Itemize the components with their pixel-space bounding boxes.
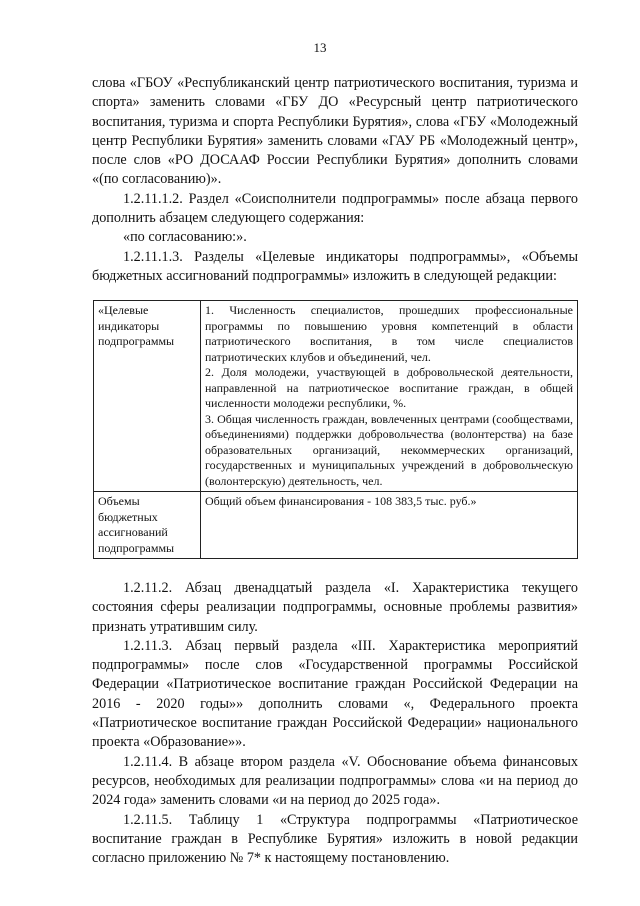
indicator-item: 3. Общая численность граждан, вовлеченных центрами (сообществами, объединениями) поддержки добровольчества (волонтерства) на базе образовательных организаций, некоммерческих организаций, государственных и муниципальных учреждений в добровольческую (волонтерскую) деятельность, чел. <box>205 411 573 488</box>
table-cell-value <box>201 301 578 492</box>
paragraph: 1.2.11.2. Абзац двенадцатый раздела «I. Характеристика текущего состояния сферы реализации подпрограммы, основные проблемы развития» признать утратившим силу. <box>92 580 578 635</box>
table-row <box>94 492 578 559</box>
table-cell-name: «Целевые индикаторы подпрограммы <box>94 301 201 492</box>
indicator-item: 2. Доля молодежи, участвующей в добровольческой деятельности, направленной на патриотическое воспитание граждан, в общей численности молодежи республики, %. <box>205 365 573 410</box>
table-cell-value: Общий объем финансирования - 108 383,5 тыс. руб.» <box>201 492 578 559</box>
indicator-item: 1. Численность специалистов, прошедших профессиональные программы по повышению уровня компетенций в области патриотического воспитания, в том числе специалистов патриотических клубов и объединений, чел. <box>205 303 573 364</box>
page-number: 13 <box>313 40 327 55</box>
subprogram-table <box>93 300 578 559</box>
paragraph: 1.2.11.3. Абзац первый раздела «III. Характеристика мероприятий подпрограммы» после слов «Государственной программы Российской Федерации «Патриотическое воспитание граждан Российской Федерации на 2016 - 2020 годы»» дополнить словами «, Федерального проекта «Патриотическое воспитание граждан Российской Федерации» национального проекта «Образование»». <box>92 637 578 751</box>
text-block-bottom <box>92 579 578 868</box>
paragraph: 1.2.11.1.3. Разделы «Целевые индикаторы подпрограммы», «Объемы бюджетных ассигнований подпрограммы» изложить в следующей редакции: <box>92 248 578 284</box>
paragraph: 1.2.11.4. В абзаце втором раздела «V. Обоснование объема финансовых ресурсов, необходимых для реализации подпрограммы» слова «и на период до 2024 года» заменить словами «и на период до 2025 года». <box>92 753 578 809</box>
paragraph: 1.2.11.1.2. Раздел «Соисполнители подпрограммы» после абзаца первого дополнить абзацем следующего содержания: <box>92 190 578 227</box>
table-row <box>94 301 578 492</box>
paragraph: 1.2.11.5. Таблицу 1 «Структура подпрограммы «Патриотическое воспитание граждан в Республике Бурятия» изложить в новой редакции согласно приложению № 7* к настоящему постановлению. <box>92 811 578 867</box>
text-block-top <box>92 74 578 286</box>
table-cell-name: Объемы бюджетных ассигнований подпрограммы <box>94 492 201 559</box>
paragraph: «по согласованию:». <box>123 229 247 246</box>
paragraph: слова «ГБОУ «Республиканский центр патриотического воспитания, туризма и спорта» заменить словами «ГБУ ДО «Ресурсный центр патриотического воспитания, туризма и спорта Республики Бурятия», слова «ГБУ «Молодежный центр Республики Бурятия» заменить словами «ГАУ РБ «Молодежный центр», после слов «РО ДОСААФ России Республики Бурятия» дополнить словами «(по согласованию)». <box>92 75 578 188</box>
